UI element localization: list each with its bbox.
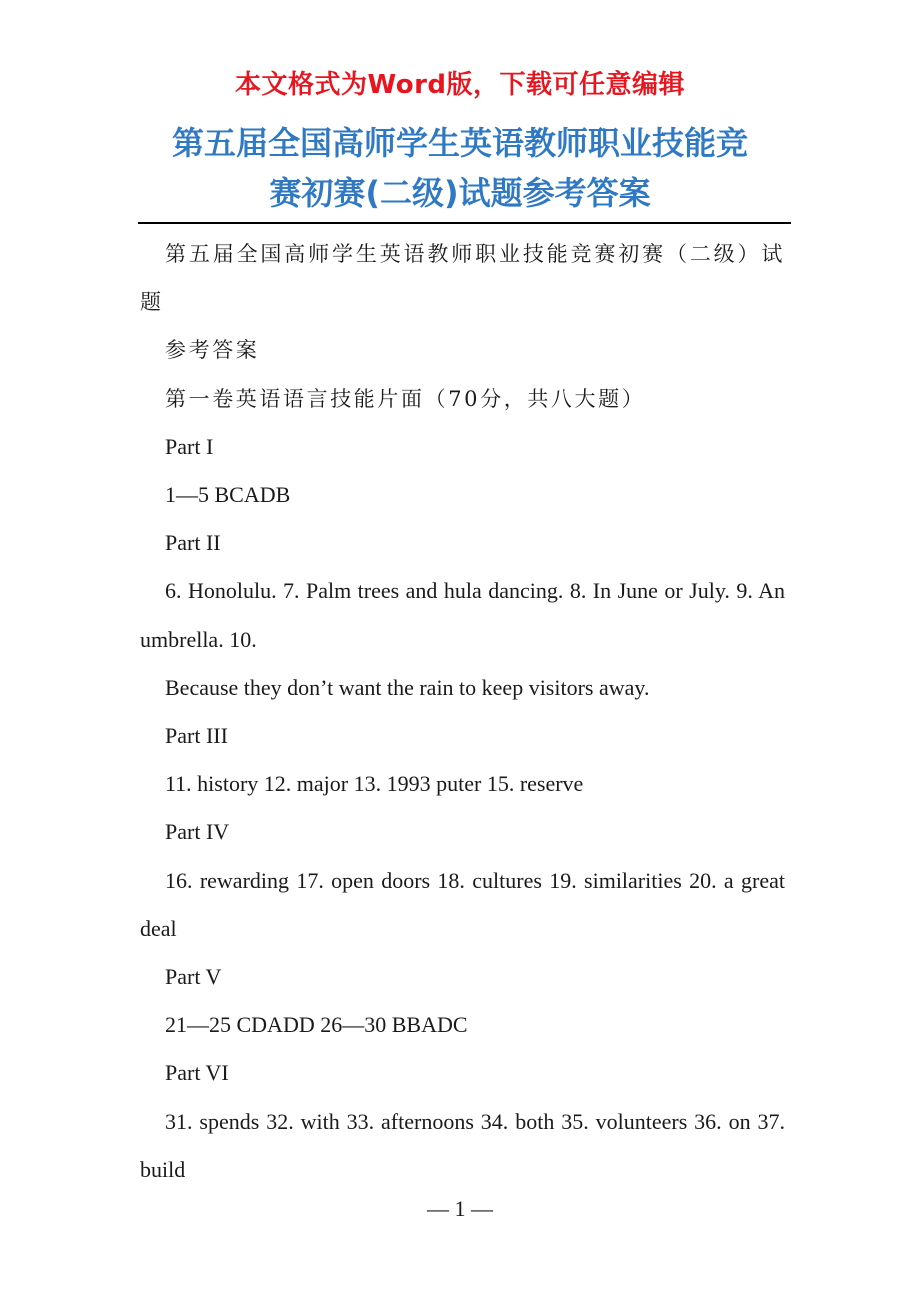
paragraph-answers-1-5: 1—5 BCADB xyxy=(165,482,291,508)
document-title-line-2: 赛初赛(二级)试题参考答案 xyxy=(269,174,651,212)
paragraph-answer-10-detail: Because they don’t want the rain to keep visitors away. xyxy=(165,674,650,700)
paragraph-answers-31-37: 31. spends 32. with 33. afternoons 34. both 35. volunteers 36. on 37. build xyxy=(140,1108,785,1182)
paragraph-part-4: Part IV xyxy=(165,819,230,845)
paragraph-heading: 第五届全国高师学生英语教师职业技能竞赛初赛（二级）试题 xyxy=(140,242,785,315)
paragraph-volume-one: 第一卷英语语言技能片面（70分，共八大题） xyxy=(165,386,646,411)
paragraph-part-1: Part I xyxy=(165,433,214,459)
title-divider xyxy=(138,222,791,224)
paragraph-part-5: Part V xyxy=(165,964,222,990)
document-body xyxy=(140,230,785,1194)
paragraph-part-2: Part II xyxy=(165,530,221,556)
paragraph-answers-11-15: 11. history 12. major 13. 1993 puter 15. reserve xyxy=(165,771,584,797)
paragraph-answers-21-30: 21—25 CDADD 26—30 BBADC xyxy=(165,1012,468,1038)
paragraph-answers-16-20: 16. rewarding 17. open doors 18. cultures 19. similarities 20. a great deal xyxy=(140,867,785,941)
page-number: — 1 — xyxy=(427,1196,493,1221)
paragraph-part-6: Part VI xyxy=(165,1060,229,1086)
paragraph-part-3: Part III xyxy=(165,723,228,749)
document-title-line-1: 第五届全国高师学生英语教师职业技能竞 xyxy=(171,124,748,162)
paragraph-answers-6-10: 6. Honolulu. 7. Palm trees and hula dancing. 8. In June or July. 9. An umbrella. 10. xyxy=(140,578,785,652)
format-notice-banner: 本文格式为Word版，下载可任意编辑 xyxy=(234,70,686,100)
document-title xyxy=(0,118,920,218)
paragraph-answer-key-label: 参考答案 xyxy=(165,338,260,363)
